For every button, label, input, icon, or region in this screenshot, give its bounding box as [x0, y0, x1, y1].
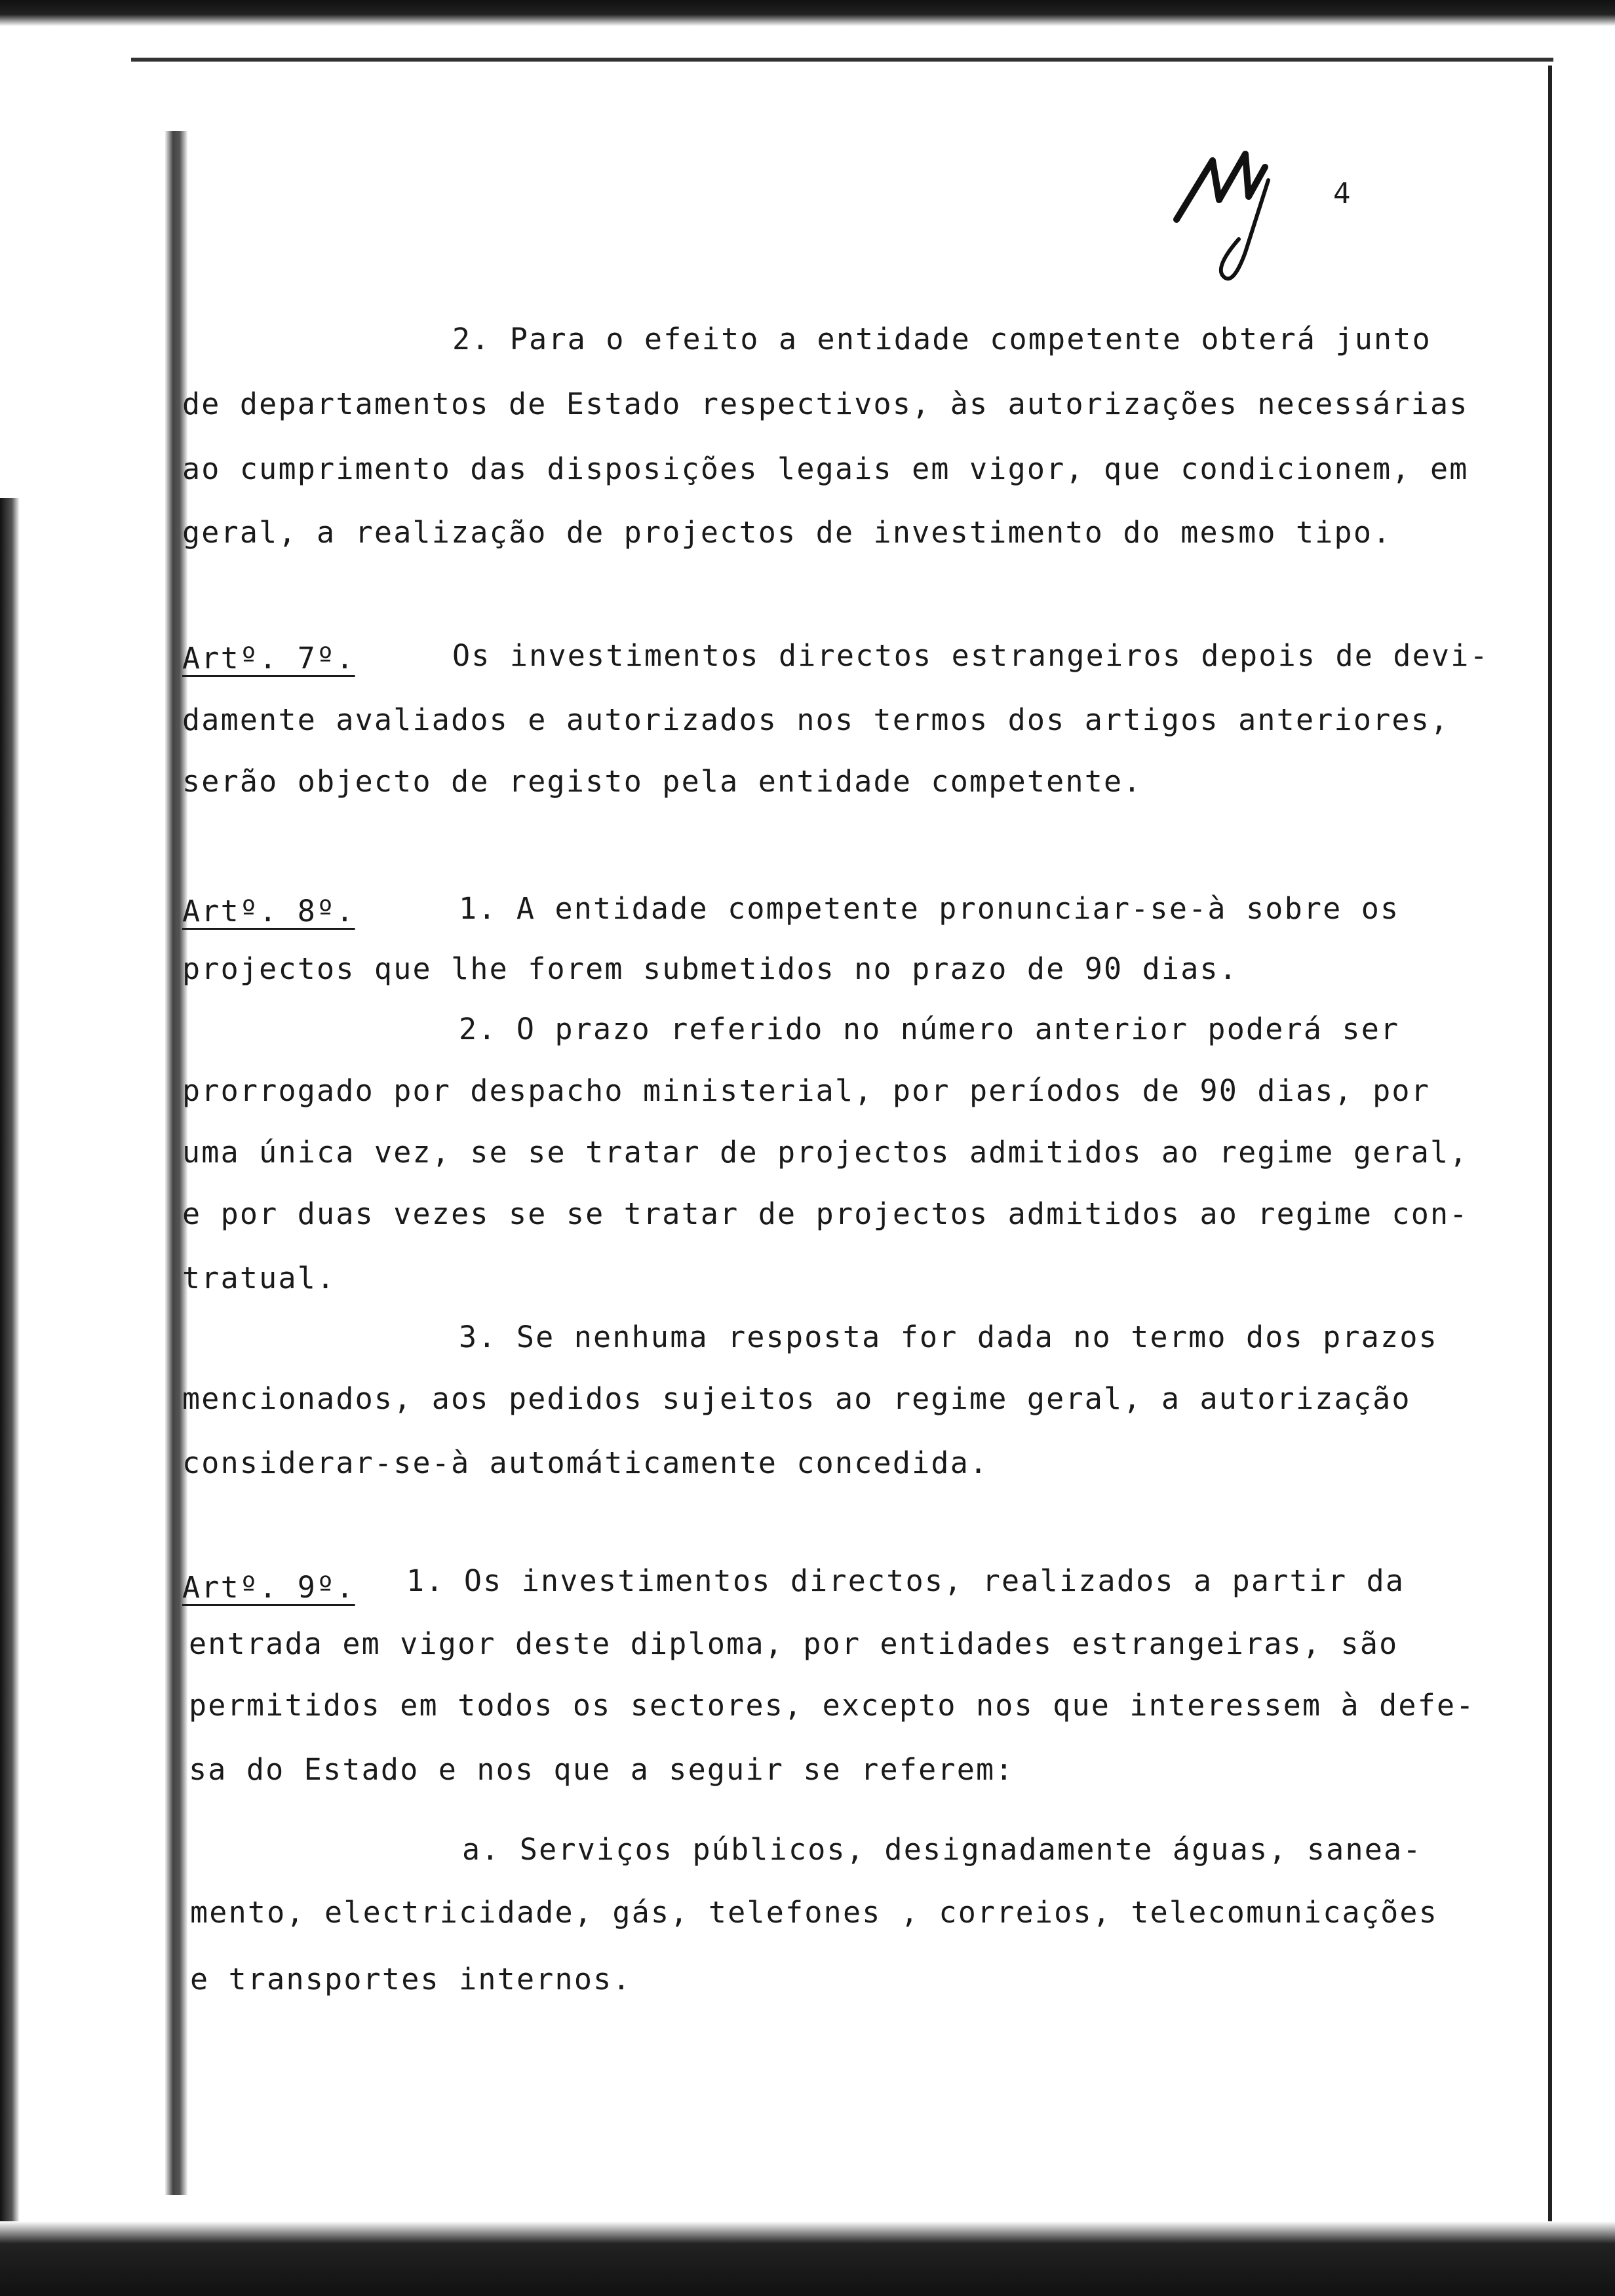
paragraph-line: ao cumprimento das disposições legais em vigor, que condicionem, em — [182, 451, 1469, 486]
list-item-line: e transportes internos. — [190, 1962, 632, 1997]
article-line: entrada em vigor deste diploma, por entidades estrangeiras, são — [189, 1626, 1399, 1661]
article-line: sa do Estado e nos que a seguir se referem: — [189, 1752, 1015, 1787]
list-item-line: mento, electricidade, gás, telefones , correios, telecomunicações — [190, 1895, 1438, 1930]
article-line: serão objecto de registo pela entidade competente. — [182, 764, 1142, 799]
scan-rule-top — [131, 58, 1553, 62]
signature-initials — [1167, 141, 1317, 298]
article-line: permitidos em todos os sectores, excepto nos que interessem à defe- — [189, 1688, 1475, 1723]
paragraph-line: geral, a realização de projectos de investimento do mesmo tipo. — [182, 515, 1392, 550]
list-item-line: a. Serviços públicos, designadamente águas, sanea- — [462, 1832, 1422, 1867]
article-line: projectos que lhe forem submetidos no prazo de 90 dias. — [182, 951, 1239, 986]
scan-border-left — [0, 498, 20, 2293]
article-line: mencionados, aos pedidos sujeitos ao regime geral, a autorização — [182, 1381, 1411, 1416]
article-heading-8: Artº. 8º. — [182, 894, 355, 928]
article-heading-7: Artº. 7º. — [182, 641, 355, 676]
scan-border-top — [0, 0, 1615, 26]
article-heading-9: Artº. 9º. — [182, 1570, 355, 1605]
article-line: Os investimentos directos estrangeiros depois de devi- — [452, 638, 1489, 673]
page-number: 4 — [1333, 177, 1351, 210]
article-line: prorrogado por despacho ministerial, por períodos de 90 dias, por — [182, 1073, 1430, 1108]
article-line: tratual. — [182, 1261, 336, 1295]
scan-border-bottom — [0, 2221, 1615, 2296]
article-line: damente avaliados e autorizados nos termos dos artigos anteriores, — [182, 702, 1450, 737]
article-line: 2. O prazo referido no número anterior poderá ser — [459, 1012, 1400, 1046]
scan-border-right — [1548, 66, 1552, 2293]
article-line: considerar-se-à automáticamente concedida. — [182, 1445, 989, 1480]
article-line: 1. Os investimentos directos, realizados a partir da — [406, 1563, 1405, 1598]
article-line: uma única vez, se se tratar de projectos admitidos ao regime geral, — [182, 1135, 1469, 1170]
article-line: e por duas vezes se se tratar de projectos admitidos ao regime con- — [182, 1196, 1469, 1231]
article-line: 1. A entidade competente pronunciar-se-à sobre os — [459, 891, 1400, 926]
paragraph-line: 2. Para o efeito a entidade competente obterá junto — [452, 322, 1431, 356]
paragraph-line: de departamentos de Estado respectivos, às autorizações necessárias — [182, 387, 1469, 421]
article-line: 3. Se nenhuma resposta for dada no termo dos prazos — [459, 1320, 1438, 1354]
